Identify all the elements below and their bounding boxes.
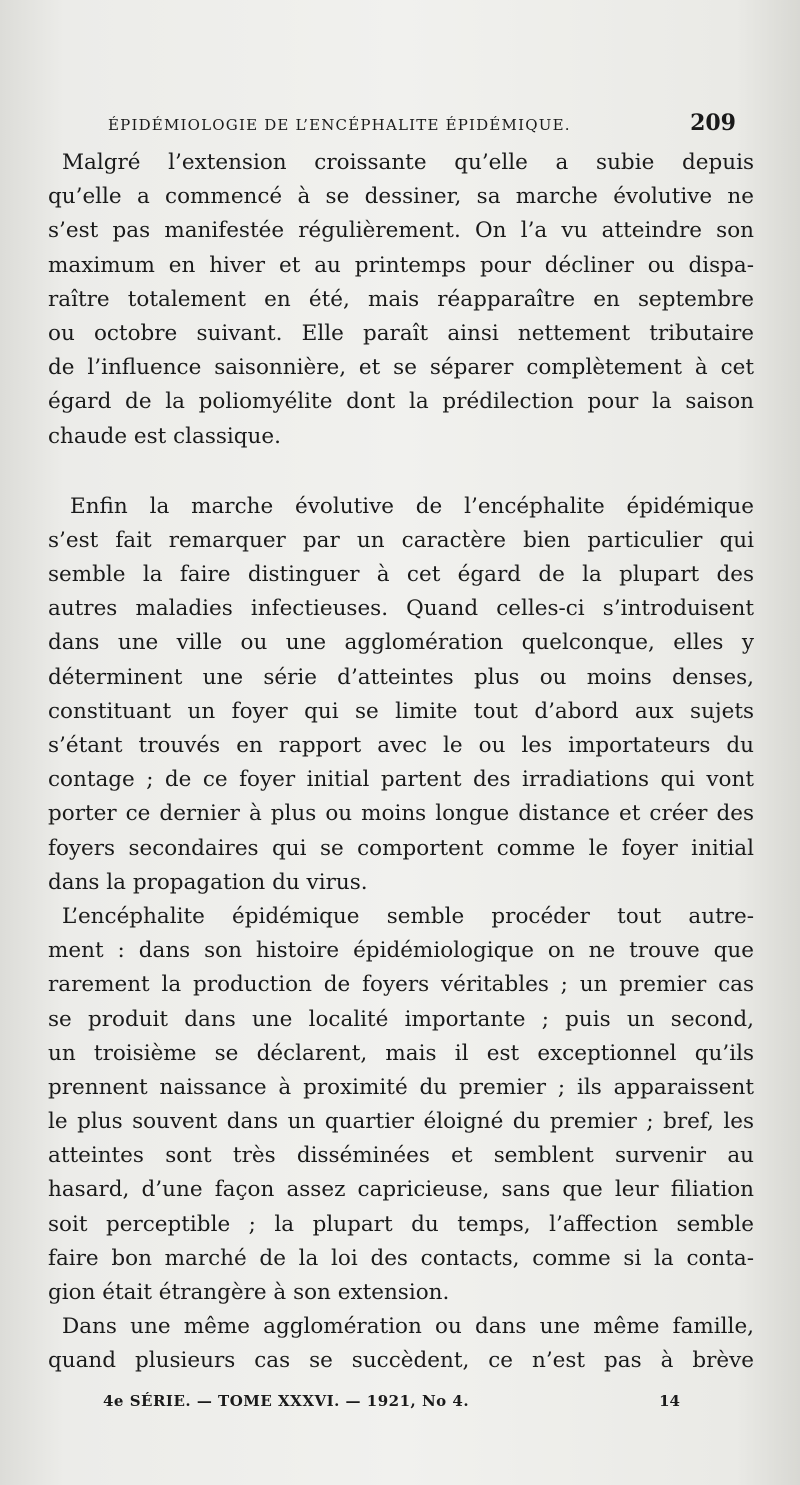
body-text [48, 146, 754, 1379]
text-line: atteintes sont très disséminées et semblent survenir au [48, 1143, 754, 1169]
text-line: maximum en hiver et au printemps pour décliner ou dispa- [48, 252, 754, 278]
text-line: dans une ville ou une agglomération quelconque, elles y [48, 630, 754, 656]
text-line: s’est fait remarquer par un caractère bien particulier qui [48, 527, 754, 553]
paragraph [48, 1310, 754, 1378]
text-line: un troisième se déclarent, mais il est exceptionnel qu’ils [48, 1040, 754, 1066]
text-line: L’encéphalite épidémique semble procéder tout autre- [62, 903, 754, 929]
text-line: égard de la poliomyélite dont la prédilection pour la saison [48, 389, 754, 415]
text-line: porter ce dernier à plus ou moins longue distance et créer des [48, 801, 754, 827]
text-line: constituant un foyer qui se limite tout d’abord aux sujets [48, 698, 754, 724]
text-line: ou octobre suivant. Elle paraît ainsi nettement tributaire [48, 320, 754, 346]
text-line: raître totalement en été, mais réapparaître en septembre [48, 286, 754, 312]
text-line: Malgré l’extension croissante qu’elle a subie depuis [62, 150, 754, 175]
paragraph [48, 490, 754, 900]
series-signature: 4e SÉRIE. — TOME XXXVI. — 1921, No 4. [103, 1392, 470, 1410]
paragraph [48, 146, 754, 454]
text-line: dans la propagation du virus. [48, 869, 368, 895]
text-line: s’étant trouvés en rapport avec le ou les importateurs du [48, 733, 754, 758]
running-head [108, 110, 742, 140]
running-title: ÉPIDÉMIOLOGIE DE L’ENCÉPHALITE ÉPIDÉMIQUE. [108, 116, 571, 134]
text-line: de l’influence saisonnière, et se séparer complètement à cet [48, 355, 754, 381]
text-line: autres maladies infectieuses. Quand celles-ci s’introduisent [48, 596, 754, 622]
sheet-signature: 14 [659, 1392, 680, 1410]
text-line: Enfin la marche évolutive de l’encéphalite épidémique [70, 493, 754, 519]
text-line: qu’elle a commencé à se dessiner, sa marche évolutive ne [48, 184, 754, 210]
text-line: semble la faire distinguer à cet égard de la plupart des [48, 562, 754, 588]
text-line: foyers secondaires qui se comportent comme le foyer initial [48, 835, 754, 861]
text-line: se produit dans une localité importante ; puis un second, [48, 1006, 754, 1032]
text-line: rarement la production de foyers véritables ; un premier cas [48, 972, 754, 998]
text-line: déterminent une série d’atteintes plus ou moins denses, [48, 664, 754, 690]
text-line: quand plusieurs cas se succèdent, ce n’est pas à brève [48, 1348, 754, 1374]
text-line: contage ; de ce foyer initial partent des irradiations qui vont [48, 767, 754, 793]
text-line: ment : dans son histoire épidémiologique on ne trouve que [48, 938, 754, 964]
text-line: s’est pas manifestée régulièrement. On l’a vu atteindre son [48, 218, 754, 244]
text-line: Dans une même agglomération ou dans une même famille, [62, 1314, 754, 1340]
paragraph-gap [48, 454, 754, 490]
text-line: soit perceptible ; la plupart du temps, l’affection semble [48, 1211, 754, 1237]
page-number: 209 [690, 110, 736, 136]
text-line: prennent naissance à proximité du premier ; ils apparaissent [48, 1074, 754, 1100]
page-footer [103, 1392, 680, 1416]
text-line: hasard, d’une façon assez capricieuse, sans que leur filiation [48, 1177, 754, 1203]
text-line: faire bon marché de la loi des contacts, comme si la conta- [48, 1245, 754, 1271]
text-line: le plus souvent dans un quartier éloigné du premier ; bref, les [48, 1109, 754, 1135]
text-line: chaude est classique. [48, 423, 281, 449]
text-line: gion était étrangère à son extension. [48, 1280, 450, 1305]
paragraph [48, 900, 754, 1310]
